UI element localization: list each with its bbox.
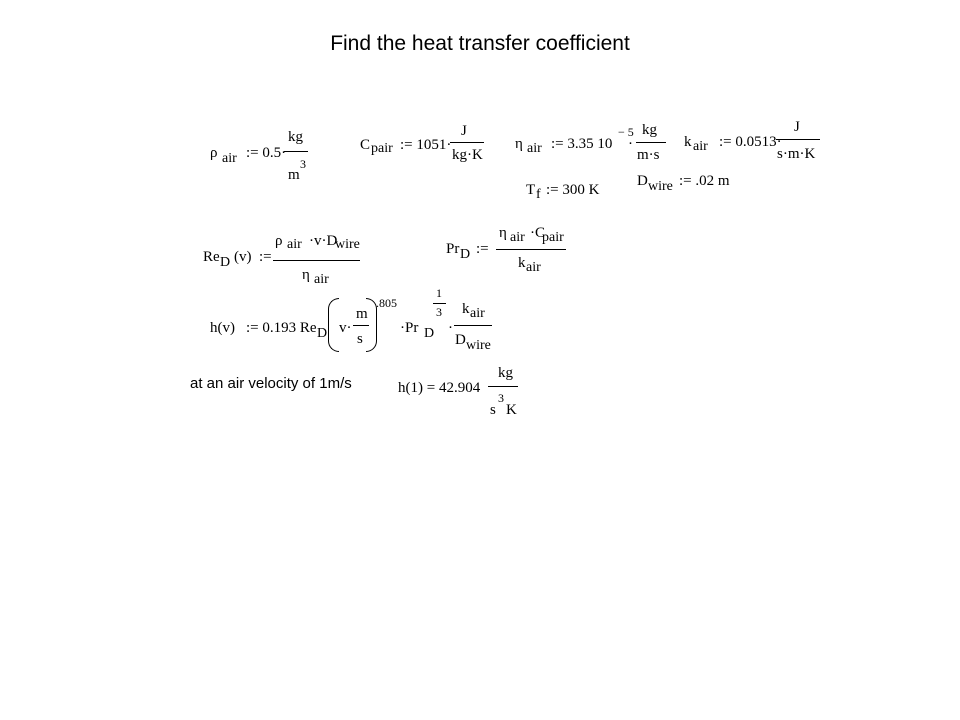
- viscosity-definition: [515, 120, 665, 168]
- heat-transfer-coefficient-definition: [210, 284, 500, 356]
- eta-multiply: ·: [628, 136, 633, 152]
- tf-symbol: T: [526, 182, 536, 198]
- d-symbol: D: [637, 173, 648, 189]
- k-symbol: k: [684, 134, 692, 150]
- h-re-subscript: D: [317, 326, 328, 341]
- wire-diameter-definition: [637, 172, 730, 194]
- fraction-bar: [636, 142, 666, 143]
- result-unit-denominator-k: K: [506, 402, 517, 418]
- conductivity-definition: [684, 120, 824, 168]
- pr-symbol: Pr: [446, 241, 460, 257]
- rho-unit-exponent: 3: [300, 157, 306, 171]
- h-re-exponent: .805: [376, 296, 397, 310]
- fraction-bar: [496, 249, 566, 250]
- h-prandtl-subscript: D: [424, 326, 435, 341]
- h-prandtl-exponent-denominator: 3: [436, 305, 442, 319]
- rho-unit-numerator: kg: [288, 129, 303, 145]
- tf-assign: := 300 K: [546, 182, 600, 198]
- h-assign: := 0.193 Re: [246, 320, 317, 336]
- re-numerator-rho: ρ: [275, 233, 283, 249]
- fraction-bar: [488, 386, 518, 387]
- re-denominator-eta: η: [302, 267, 310, 283]
- eta-exponent: − 5: [618, 125, 634, 139]
- h-symbol: h(v): [210, 320, 235, 336]
- density-definition: [210, 130, 310, 186]
- heat-capacity-definition: [360, 124, 490, 168]
- eta-assign: := 3.35 10: [551, 136, 613, 152]
- re-denominator-eta-subscript: air: [314, 272, 329, 287]
- result-value: [398, 366, 528, 422]
- d-assign: := .02 m: [679, 173, 730, 189]
- fraction-bar: [454, 325, 492, 326]
- pr-assign: :=: [476, 241, 489, 257]
- open-parenthesis: [328, 298, 339, 352]
- pr-subscript: D: [460, 247, 471, 262]
- cp-unit-numerator: J: [461, 123, 467, 139]
- tf-subscript: f: [536, 187, 541, 202]
- fraction-bar: [284, 151, 308, 152]
- fraction-bar: [776, 139, 820, 140]
- rho-assign: := 0.5·: [246, 145, 287, 161]
- fraction-bar: [273, 260, 360, 261]
- eta-symbol: η: [515, 136, 523, 152]
- cp-assign: := 1051·: [400, 137, 452, 153]
- re-numerator-middle: ·v·D: [309, 233, 338, 249]
- h-prandtl: ·Pr: [400, 320, 419, 336]
- rho-unit-denominator: m: [288, 167, 300, 183]
- film-temperature-definition: [526, 181, 606, 203]
- re-numerator-d-subscript: wire: [335, 237, 360, 252]
- result-unit-numerator: kg: [498, 365, 513, 381]
- fraction-bar: [450, 142, 484, 143]
- result-unit-denominator-s: s: [490, 402, 496, 418]
- reynolds-number-definition: [203, 230, 363, 290]
- h-fraction-numerator-k: k: [462, 301, 470, 317]
- h-inner-unit-numerator: m: [356, 306, 368, 322]
- re-symbol: Re: [203, 249, 220, 265]
- h-prandtl-exponent-numerator: 1: [436, 286, 442, 300]
- h-inner-unit-denominator: s: [357, 331, 363, 347]
- re-assign: :=: [259, 249, 272, 265]
- pr-numerator-eta-subscript: air: [510, 230, 525, 245]
- h-fraction-denominator-d: D: [455, 332, 466, 348]
- re-subscript: D: [220, 255, 231, 270]
- result-unit-exponent: 3: [498, 391, 504, 405]
- k-unit-denominator: s·m·K: [777, 146, 816, 162]
- eta-unit-denominator: m·s: [637, 147, 660, 163]
- h-multiply: ·: [448, 320, 453, 336]
- result-expression: h(1) = 42.904: [398, 380, 481, 396]
- re-argument: (v): [234, 249, 252, 265]
- eta-subscript: air: [527, 141, 542, 156]
- eta-unit-numerator: kg: [642, 122, 657, 138]
- pr-denominator-k-subscript: air: [526, 260, 541, 275]
- pr-numerator-eta: η: [499, 225, 507, 241]
- pr-numerator-middle: ·C: [530, 225, 545, 241]
- pr-denominator-k: k: [518, 255, 526, 271]
- prandtl-number-definition: [446, 222, 571, 280]
- cp-subscript: pair: [371, 141, 393, 156]
- k-unit-numerator: J: [794, 119, 800, 135]
- rho-symbol: ρ: [210, 145, 218, 161]
- cp-symbol: C: [360, 137, 371, 153]
- h-fraction-numerator-subscript: air: [470, 306, 485, 321]
- h-inner-velocity: v·: [339, 320, 352, 336]
- fraction-bar: [433, 303, 446, 304]
- rho-subscript: air: [222, 151, 237, 166]
- velocity-note: at an air velocity of 1m/s: [190, 375, 352, 392]
- re-numerator-rho-subscript: air: [287, 237, 302, 252]
- h-fraction-denominator-subscript: wire: [466, 338, 491, 353]
- k-assign: := 0.0513·: [719, 134, 782, 150]
- d-subscript: wire: [648, 179, 673, 194]
- k-subscript: air: [693, 139, 708, 154]
- page-title: Find the heat transfer coefficient: [330, 32, 630, 55]
- cp-unit-denominator: kg·K: [452, 147, 483, 163]
- pr-numerator-c-subscript: pair: [542, 230, 564, 245]
